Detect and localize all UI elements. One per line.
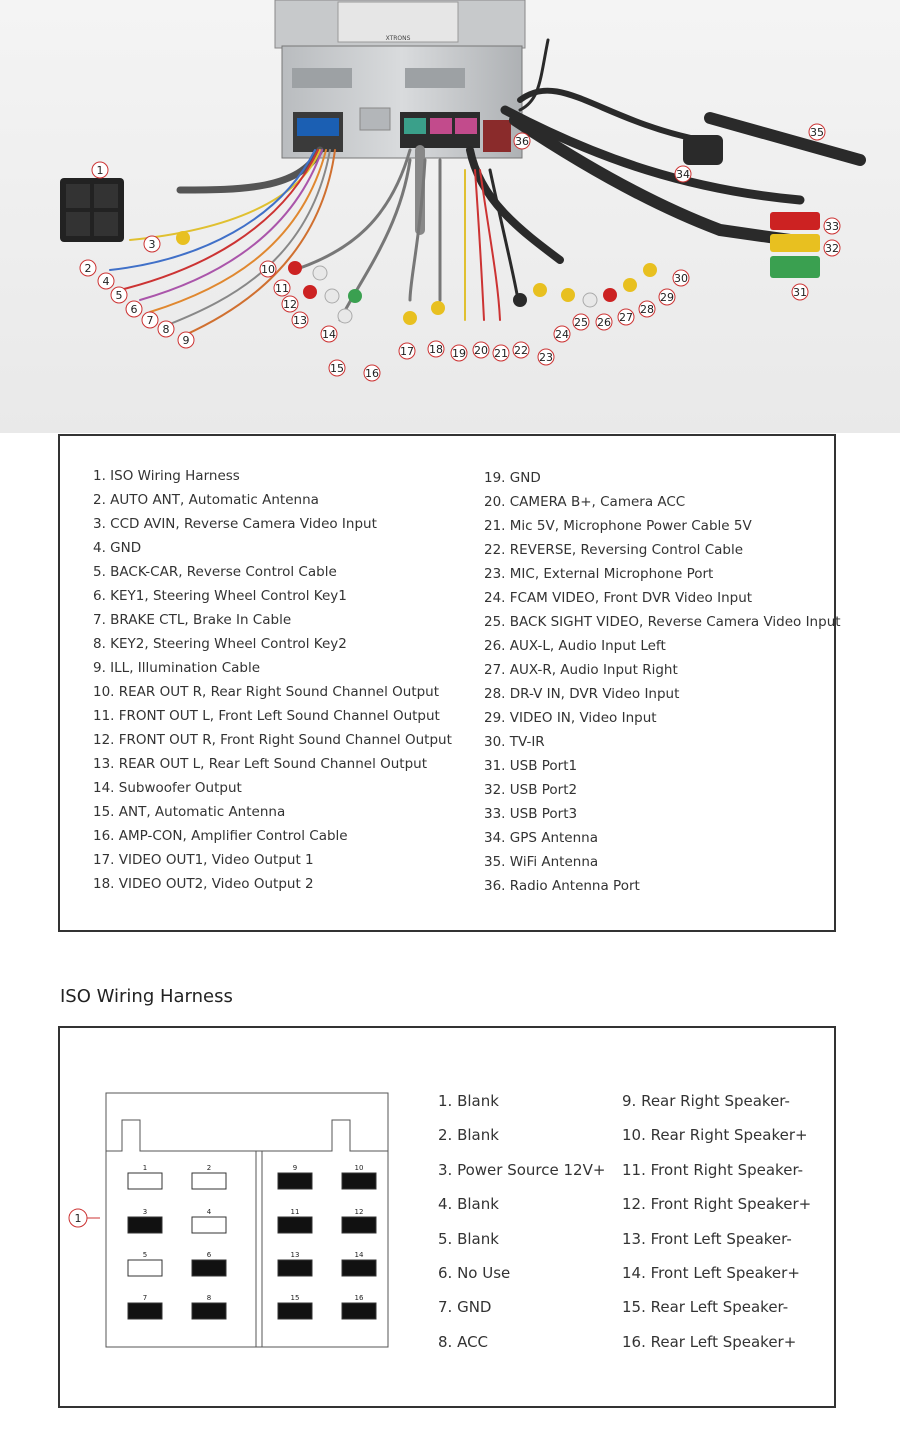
callout-4	[98, 273, 114, 289]
svg-text:25: 25	[574, 316, 588, 329]
pin-item: 1. Blank	[438, 1092, 499, 1110]
callout-16	[364, 365, 380, 381]
pin-item: 15. Rear Left Speaker-	[622, 1298, 789, 1317]
callout-22	[513, 342, 529, 358]
pin-item: 7. GND	[438, 1298, 492, 1317]
callout-12	[282, 296, 298, 312]
legend-item: 7. BRAKE CTL, Brake In Cable	[93, 612, 292, 628]
svg-text:30: 30	[674, 272, 688, 285]
iso-pin-number: 13	[290, 1251, 300, 1259]
callout-20	[473, 342, 489, 358]
svg-text:2: 2	[84, 262, 92, 275]
iso-pin-9	[278, 1173, 312, 1189]
iso-pin-number: 7	[142, 1294, 148, 1302]
svg-text:35: 35	[810, 126, 824, 139]
legend-right-column	[484, 466, 841, 898]
callout-14	[321, 326, 337, 342]
iso-pin-14	[342, 1260, 376, 1276]
svg-text:27: 27	[619, 311, 633, 324]
svg-text:8: 8	[162, 323, 170, 336]
svg-text:19: 19	[452, 347, 466, 360]
svg-text:36: 36	[515, 135, 529, 148]
legend-item: 20. CAMERA B+, Camera ACC	[484, 494, 686, 510]
legend-item: 29. VIDEO IN, Video Input	[484, 710, 657, 726]
svg-text:29: 29	[660, 291, 674, 304]
callout-1	[92, 162, 108, 178]
callout-17	[399, 343, 415, 359]
legend-item: 24. FCAM VIDEO, Front DVR Video Input	[484, 590, 753, 606]
iso-pins-right	[622, 1084, 811, 1359]
pin-item: 10. Rear Right Speaker+	[622, 1126, 808, 1145]
iso-pin-number: 15	[290, 1294, 300, 1302]
pin-item: 8. ACC	[438, 1332, 489, 1351]
legend-left-column	[93, 464, 452, 896]
svg-text:24: 24	[555, 328, 569, 341]
callout-34	[675, 166, 691, 182]
iso-pin-number: 14	[354, 1251, 364, 1259]
legend-item: 11. FRONT OUT L, Front Left Sound Channel Output	[93, 708, 440, 724]
svg-text:28: 28	[640, 303, 654, 316]
callout-8	[158, 321, 174, 337]
callout-23	[538, 349, 554, 365]
legend-item: 27. AUX-R, Audio Input Right	[484, 662, 678, 678]
iso-section-title: ISO Wiring Harness	[60, 986, 233, 1007]
iso-pin-number: 11	[290, 1208, 300, 1216]
legend-item: 3. CCD AVIN, Reverse Camera Video Input	[93, 516, 377, 532]
iso-pin-number: 4	[206, 1208, 212, 1216]
legend-item: 2. AUTO ANT, Automatic Antenna	[93, 492, 319, 508]
legend-item: 26. AUX-L, Audio Input Left	[484, 638, 666, 654]
pin-item: 12. Front Right Speaker+	[622, 1195, 812, 1214]
callout-11	[274, 280, 290, 296]
iso-pins	[128, 1164, 376, 1319]
svg-text:11: 11	[275, 282, 289, 295]
legend-item: 23. MIC, External Microphone Port	[484, 566, 714, 582]
head-unit	[275, 0, 525, 158]
usb-connectors	[770, 212, 820, 278]
svg-text:34: 34	[676, 168, 690, 181]
iso-pin-16	[342, 1303, 376, 1319]
svg-text:21: 21	[494, 347, 508, 360]
svg-text:18: 18	[429, 343, 443, 356]
unit-brand-label: XTRONS	[385, 35, 411, 42]
iso-pin-number: 6	[206, 1251, 212, 1259]
iso-pins-left	[438, 1084, 605, 1359]
svg-text:26: 26	[597, 316, 611, 329]
pin-item: 13. Front Left Speaker-	[622, 1229, 792, 1248]
svg-text:5: 5	[115, 289, 123, 302]
iso-pin-number: 5	[142, 1251, 148, 1259]
callout-25	[573, 314, 589, 330]
pin-item: 16. Rear Left Speaker+	[622, 1332, 797, 1351]
svg-text:12: 12	[283, 298, 297, 311]
callout-27	[618, 309, 634, 325]
svg-text:33: 33	[825, 220, 839, 233]
svg-text:17: 17	[400, 345, 414, 358]
legend-item: 32. USB Port2	[484, 782, 578, 798]
legend-item: 12. FRONT OUT R, Front Right Sound Channel Output	[93, 732, 452, 748]
legend-item: 30. TV-IR	[484, 734, 545, 750]
svg-text:4: 4	[102, 275, 110, 288]
legend-item: 1. ISO Wiring Harness	[93, 468, 240, 484]
iso-pin-8	[192, 1303, 226, 1319]
callout-21	[493, 345, 509, 361]
legend-item: 19. GND	[484, 470, 541, 486]
iso-pin-number: 16	[354, 1294, 364, 1302]
callout-33	[824, 218, 840, 234]
legend-item: 35. WiFi Antenna	[484, 854, 599, 870]
iso-pin-5	[128, 1260, 162, 1276]
callout-29	[659, 289, 675, 305]
callout-36	[514, 133, 530, 149]
legend-item: 18. VIDEO OUT2, Video Output 2	[93, 876, 314, 892]
pin-item: 9. Rear Right Speaker-	[622, 1092, 790, 1110]
legend-item: 22. REVERSE, Reversing Control Cable	[484, 542, 744, 558]
pin-item: 14. Front Left Speaker+	[622, 1263, 800, 1282]
callout-35	[809, 124, 825, 140]
iso-pin-number: 10	[354, 1164, 364, 1172]
legend-item: 5. BACK-CAR, Reverse Control Cable	[93, 564, 337, 580]
iso-pin-6	[192, 1260, 226, 1276]
legend-item: 34. GPS Antenna	[484, 830, 598, 846]
callout-2	[80, 260, 96, 276]
pin-item: 2. Blank	[438, 1126, 499, 1145]
callout-5	[111, 287, 127, 303]
svg-text:16: 16	[365, 367, 379, 380]
callout-7	[142, 312, 158, 328]
iso-pin-10	[342, 1173, 376, 1189]
iso-pin-1	[128, 1173, 162, 1189]
callout-9	[178, 332, 194, 348]
svg-text:3: 3	[148, 238, 156, 251]
callout-24	[554, 326, 570, 342]
iso-pin-number: 8	[206, 1294, 212, 1302]
legend-item: 33. USB Port3	[484, 806, 578, 822]
wiring-harness-photo	[0, 0, 900, 433]
iso-pin-15	[278, 1303, 312, 1319]
legend-item: 6. KEY1, Steering Wheel Control Key1	[93, 588, 347, 604]
pin-item: 4. Blank	[438, 1195, 499, 1214]
callout-31	[792, 284, 808, 300]
pin-item: 6. No Use	[438, 1263, 511, 1282]
svg-text:15: 15	[330, 362, 344, 375]
pin-item: 11. Front Right Speaker-	[622, 1160, 804, 1179]
svg-text:7: 7	[146, 314, 154, 327]
legend-item: 21. Mic 5V, Microphone Power Cable 5V	[484, 518, 752, 534]
iso-pin-number: 2	[206, 1164, 212, 1172]
svg-text:6: 6	[130, 303, 138, 316]
svg-text:32: 32	[825, 242, 839, 255]
legend-item: 15. ANT, Automatic Antenna	[93, 804, 286, 820]
pin-item: 5. Blank	[438, 1229, 499, 1248]
callout-3	[144, 236, 160, 252]
svg-text:14: 14	[322, 328, 336, 341]
iso-pin-number: 3	[142, 1208, 148, 1216]
iso-connector	[60, 178, 124, 242]
iso-pin-7	[128, 1303, 162, 1319]
iso-connector-diagram	[60, 1028, 400, 1408]
svg-text:1: 1	[96, 164, 104, 177]
callout-28	[639, 301, 655, 317]
iso-pin-13	[278, 1260, 312, 1276]
legend-item: 4. GND	[93, 540, 142, 556]
iso-pin-number: 1	[142, 1164, 148, 1172]
legend-item: 10. REAR OUT R, Rear Right Sound Channel Output	[93, 684, 440, 700]
iso-pin-2	[192, 1173, 226, 1189]
legend-item: 9. ILL, Illumination Cable	[93, 660, 261, 676]
legend-item: 36. Radio Antenna Port	[484, 878, 640, 894]
svg-text:9: 9	[182, 334, 190, 347]
svg-text:13: 13	[293, 314, 307, 327]
legend-item: 14. Subwoofer Output	[93, 780, 242, 796]
iso-pin-3	[128, 1217, 162, 1233]
svg-text:1: 1	[74, 1212, 82, 1225]
svg-text:22: 22	[514, 344, 528, 357]
callout-10	[260, 261, 276, 277]
legend-item: 25. BACK SIGHT VIDEO, Reverse Camera Video Input	[484, 614, 841, 630]
callout-26	[596, 314, 612, 330]
svg-text:23: 23	[539, 351, 553, 364]
svg-text:31: 31	[793, 286, 807, 299]
legend-item: 31. USB Port1	[484, 758, 578, 774]
connector-legend	[58, 434, 841, 932]
callout-30	[673, 270, 689, 286]
legend-item: 16. AMP-CON, Amplifier Control Cable	[93, 828, 348, 844]
callout-32	[824, 240, 840, 256]
callout-6	[126, 301, 142, 317]
callout-15	[329, 360, 345, 376]
iso-pinout-box	[58, 1026, 836, 1408]
legend-item: 28. DR-V IN, DVR Video Input	[484, 686, 680, 702]
iso-pin-number: 12	[354, 1208, 364, 1216]
iso-pin-12	[342, 1217, 376, 1233]
iso-pin-4	[192, 1217, 226, 1233]
svg-text:20: 20	[474, 344, 488, 357]
callout-19	[451, 345, 467, 361]
legend-item: 8. KEY2, Steering Wheel Control Key2	[93, 636, 347, 652]
callout-13	[292, 312, 308, 328]
iso-pin-11	[278, 1217, 312, 1233]
pin-item: 3. Power Source 12V+	[438, 1160, 606, 1179]
callout-18	[428, 341, 444, 357]
legend-item: 17. VIDEO OUT1, Video Output 1	[93, 852, 314, 868]
svg-text:10: 10	[261, 263, 275, 276]
iso-pin-number: 9	[292, 1164, 298, 1172]
iso-callout	[69, 1209, 100, 1227]
legend-item: 13. REAR OUT L, Rear Left Sound Channel Output	[93, 756, 428, 772]
